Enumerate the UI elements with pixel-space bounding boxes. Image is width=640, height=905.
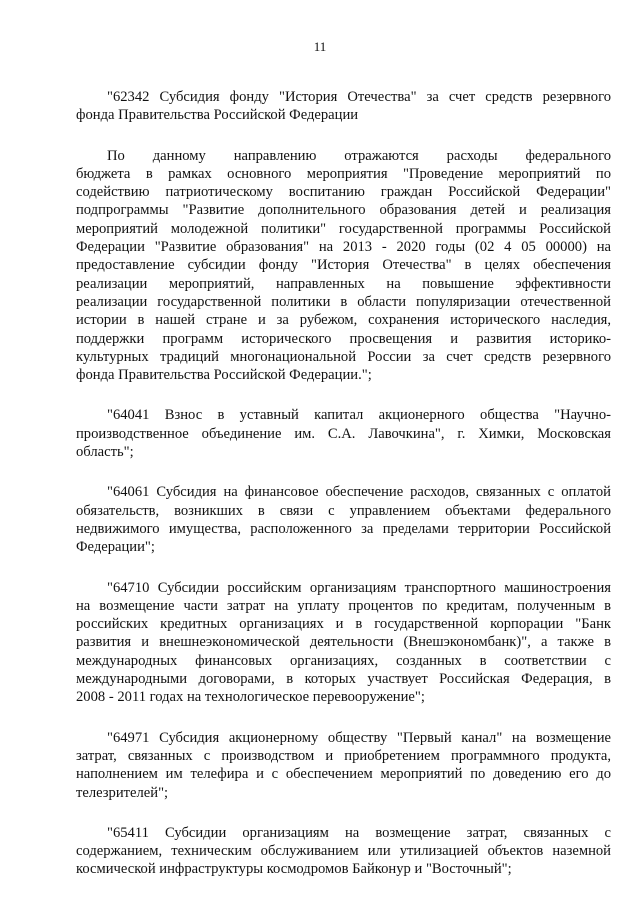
text-line: Федерации"; — [76, 539, 155, 556]
paragraph-64971 — [76, 729, 611, 802]
text-line: международных финансовых организациях, созданных в соответствии с — [76, 652, 611, 669]
paragraph-62342-description — [76, 147, 611, 385]
text-line: предоставление субсидии фонду "История Отечества" в целях обеспечения — [76, 257, 611, 274]
text-line: развития и внешнеэкономической деятельности (Внешэкономбанк)", а также в — [76, 634, 611, 651]
text-line: недвижимого имущества, расположенного за пределами территории Российской — [76, 520, 611, 537]
text-line: По данному направлению отражаются расходы федерального — [107, 147, 611, 164]
text-line: подпрограммы "Развитие дополнительного образования детей и реализация — [76, 202, 611, 219]
text-line: бюджета в рамках основного мероприятия "Проведение мероприятий по — [76, 165, 611, 182]
text-line: истории в нашей стране и за рубежом, сохранения исторического наследия, — [76, 312, 611, 329]
text-line: реализации мероприятий, направленных на повышение эффективности — [76, 275, 611, 292]
text-line: содержанием, техническим обслуживанием или утилизацией объектов наземной — [76, 843, 611, 860]
text-line: "65411 Субсидии организациям на возмещение затрат, связанных с — [107, 824, 611, 841]
text-line: содействию патриотическому воспитанию граждан Российской Федерации" — [76, 184, 611, 201]
text-line: мероприятий молодежной политики" государственной программы Российской — [76, 220, 611, 237]
paragraph-64041 — [76, 406, 611, 461]
text-line: телезрителей"; — [76, 784, 169, 801]
text-line: фонда Правительства Российской Федерации — [76, 107, 359, 124]
paragraph-64710 — [76, 579, 611, 707]
text-line: на возмещение части затрат на уплату процентов по кредитам, полученным в — [76, 597, 611, 614]
paragraph-62342-heading — [76, 88, 611, 125]
text-line: международными договорами, в которых участвует Российская Федерация, в — [76, 671, 611, 688]
text-line: затрат, связанных с производством и приобретением программного продукта, — [76, 747, 611, 764]
text-line: обязательств, возникших в связи с управлением объектами федерального — [76, 502, 611, 519]
text-line: "64041 Взнос в уставный капитал акционерного общества "Научно- — [107, 407, 611, 424]
page-number: 11 — [313, 39, 327, 54]
text-line: культурных традиций многонациональной России за счет средств резервного — [76, 348, 611, 365]
paragraph-65411 — [76, 824, 611, 879]
text-line: "64061 Субсидия на финансовое обеспечение расходов, связанных с оплатой — [107, 484, 611, 501]
text-line: 2008 - 2011 годах на технологическое перевооружение"; — [76, 689, 425, 706]
document-body — [76, 88, 611, 901]
text-line: "64710 Субсидии российским организациям транспортного машиностроения — [107, 579, 611, 596]
text-line: "62342 Субсидия фонду "История Отечества" за счет средств резервного — [107, 89, 611, 105]
text-line: производственное объединение им. С.А. Лавочкина", г. Химки, Московская — [76, 425, 611, 442]
text-line: "64971 Субсидия акционерному обществу "Первый канал" на возмещение — [107, 729, 611, 746]
text-line: Федерации "Развитие образования" на 2013 - 2020 годы (02 4 05 00000) на — [76, 239, 611, 256]
paragraph-64061 — [76, 483, 611, 556]
text-line: наполнением им телефира и с обеспечением мероприятий по доведению его до — [76, 766, 611, 783]
text-line: область"; — [76, 444, 134, 461]
text-line: поддержки программ исторического просвещения и развития историко- — [76, 330, 611, 347]
text-line: реализации государственной политики в области популяризации отечественной — [76, 293, 611, 310]
text-line: российских кредитных организациях и в государственной корпорации "Банк — [76, 616, 611, 633]
text-line: космической инфраструктуры космодромов Байконур и "Восточный"; — [76, 861, 512, 878]
text-line: фонда Правительства Российской Федерации."; — [76, 367, 372, 384]
